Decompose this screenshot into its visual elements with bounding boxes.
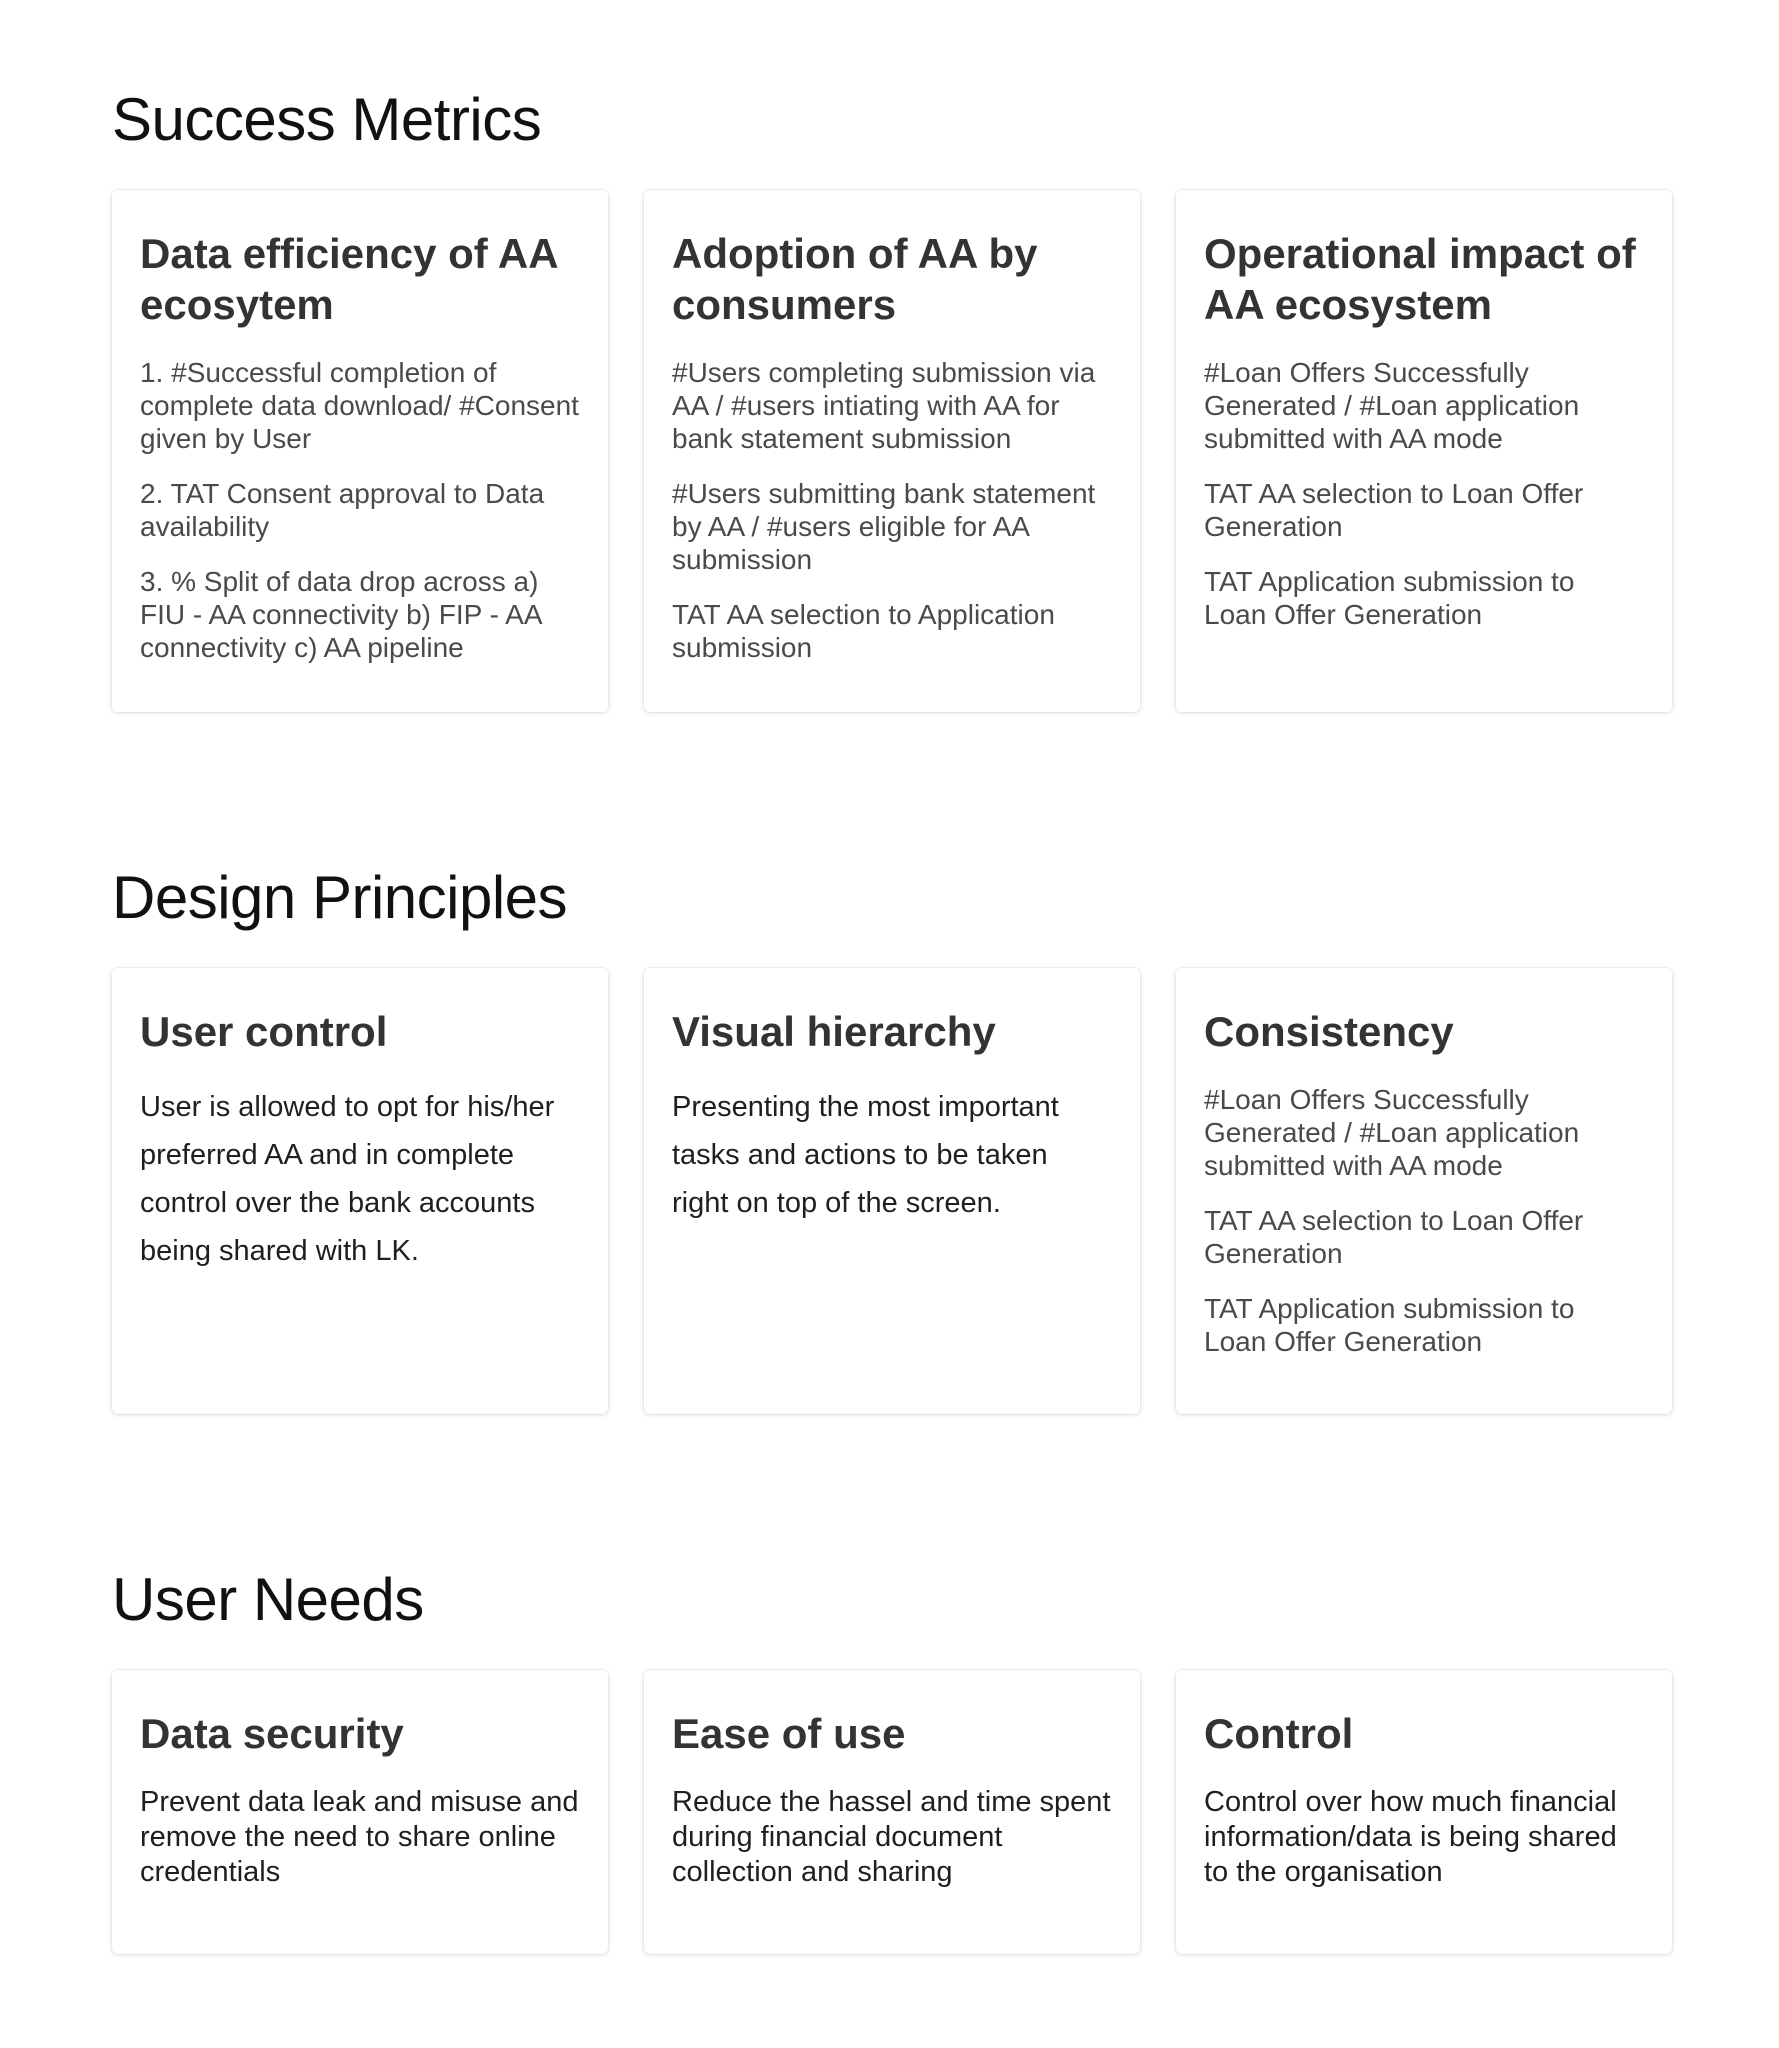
card-text: Prevent data leak and misuse and remove the need to share online credentials [140,1786,579,1888]
card-text: Reduce the hassel and time spent during financial document collection and sharing [672,1786,1111,1888]
card-title: Ease of use [672,1710,906,1757]
metric-item: #Users completing submission via AA / #users intiating with AA for bank statement submission [672,357,1096,454]
card-title: Visual hierarchy [672,1008,996,1055]
principle-card-visual-hierarchy [644,968,1140,1414]
principle-item: TAT AA selection to Loan Offer Generation [1204,1205,1584,1269]
card-row [112,1670,1672,1954]
metric-item: #Users submitting bank statement by AA / #users eligible for AA submission [672,478,1096,575]
section-title: Design Principles [112,864,568,931]
card-title: Operational impact of AA ecosystem [1204,230,1636,328]
card-title: Control [1204,1710,1354,1757]
success-metrics-section [112,86,1672,663]
metric-card-data-efficiency [112,190,608,712]
card-title: Consistency [1204,1008,1454,1055]
card-title: Adoption of AA by consumers [672,230,1038,328]
metric-item: 2. TAT Consent approval to Data availability [140,478,545,542]
card-title: Data efficiency of AA ecosytem [140,230,557,328]
card-row [112,190,1672,712]
principle-item: TAT Application submission to Loan Offer Generation [1204,1293,1575,1357]
metric-item: 3. % Split of data drop across a) FIU - AA connectivity b) FIP - AA connectivity c) AA pipeline [140,566,541,663]
metric-card-adoption [644,190,1140,712]
user-needs-section [112,1566,1672,1888]
metric-card-operational-impact [1176,190,1672,712]
principle-item: #Loan Offers Successfully Generated / #Loan application submitted with AA mode [1204,1084,1580,1181]
section-title: Success Metrics [112,86,542,153]
card-text: Presenting the most important tasks and actions to be taken right on top of the screen. [672,1091,1059,1219]
card-text: User is allowed to opt for his/her preferred AA and in complete control over the bank accounts being shared with LK. [140,1091,555,1267]
design-principles-section [112,864,1672,1357]
need-card-control [1176,1670,1672,1954]
metric-item: TAT Application submission to Loan Offer Generation [1204,566,1575,630]
metric-item: 1. #Successful completion of complete data download/ #Consent given by User [140,357,579,454]
card-title: User control [140,1008,388,1055]
metric-item: #Loan Offers Successfully Generated / #Loan application submitted with AA mode [1204,357,1580,454]
principle-card-consistency [1176,968,1672,1414]
section-title: User Needs [112,1566,424,1633]
card-title: Data security [140,1710,404,1757]
card-row [112,968,1672,1414]
need-card-data-security [112,1670,608,1954]
need-card-ease-of-use [644,1670,1140,1954]
metric-item: TAT AA selection to Loan Offer Generation [1204,478,1584,542]
principle-card-user-control [112,968,608,1414]
metric-item: TAT AA selection to Application submission [672,599,1055,663]
card-text: Control over how much financial information/data is being shared to the organisation [1204,1786,1617,1888]
